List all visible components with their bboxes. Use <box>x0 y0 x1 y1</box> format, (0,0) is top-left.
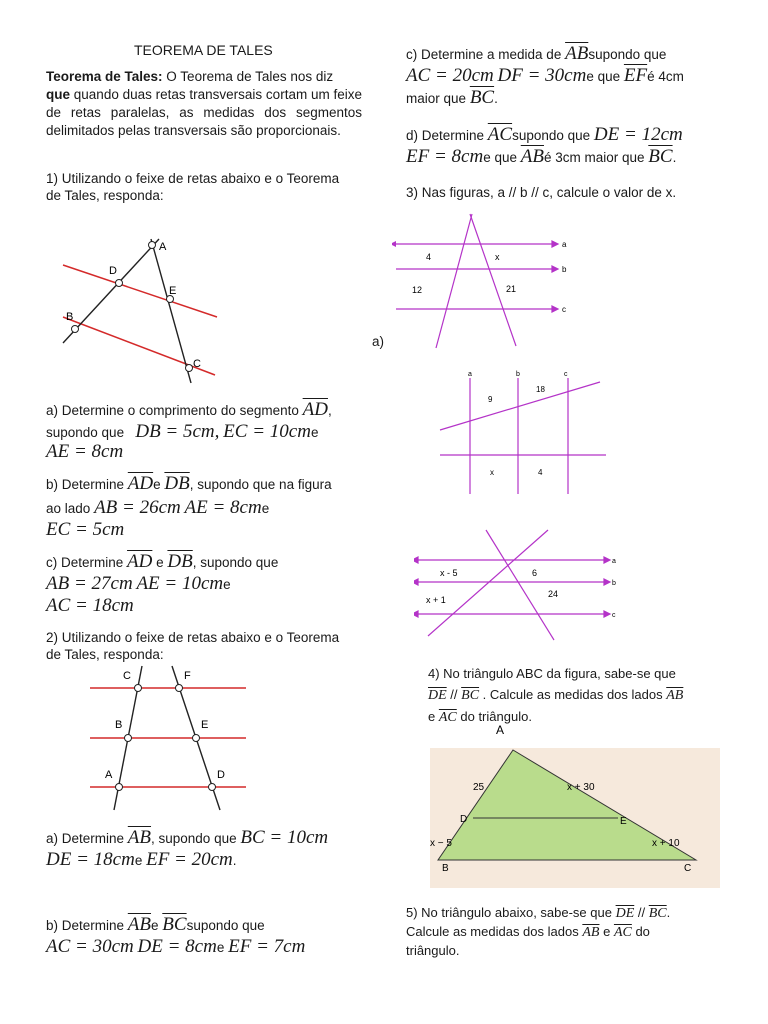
figure-3a <box>392 212 572 352</box>
transversal-right <box>151 239 191 383</box>
segment-ad: $\overline{AD}$ <box>302 399 328 420</box>
vertex-d: D <box>460 814 468 825</box>
question-2b: b) Determine $\overline{AB}e$ $\overline{BC}supondo$ que AC = 30cm DE = 8cme EF = 7cm <box>46 914 306 957</box>
value-4: 4 <box>426 252 432 262</box>
intro-bold: Teorema de Tales: <box>46 69 163 84</box>
point-c <box>186 365 193 372</box>
intro-que: que <box>46 87 71 102</box>
transversal-right <box>486 530 554 640</box>
value-6: 6 <box>532 568 538 578</box>
label-c: c <box>612 612 616 619</box>
label-d: D <box>109 265 117 277</box>
question-1: 1) Utilizando o feixe de retas abaixo e o Teorema de Tales, responda: <box>46 171 340 203</box>
value-x-plus-10: x + 10 <box>652 838 680 849</box>
question-4: 4) No triângulo ABC da figura, sabe-se que $\overline{DE} // \overline{BC}$ . Calcule as medidas dos lados $\overline{AB}$ e $\overline{AC}$ do triângulo. <box>428 666 684 725</box>
question-5: 5) No triângulo abaixo, sabe-se que $\overline{DE} // \overline{BC}$. Calcule as medidas dos lados $\overline{AB}$ e $\overline{AC}$ do triângulo. <box>406 905 671 958</box>
question-2: 2) Utilizando o feixe de retas abaixo e o Teorema de Tales, responda: <box>46 630 340 662</box>
question-1c: c) Determine $\overline{AD}$ e $\overline{DB}$, supondo que AB = 27cm AE = 10cme AC = 18cm <box>46 551 279 616</box>
value-25: 25 <box>473 782 485 793</box>
question-3-a-label: a) <box>372 334 385 349</box>
value-x: x <box>490 468 494 477</box>
value-x-minus-5: x - 5 <box>440 568 458 578</box>
transversal-right <box>470 214 516 346</box>
point-c <box>135 685 142 692</box>
value-24: 24 <box>548 589 559 599</box>
page-title: TEOREMA DE TALES <box>134 42 273 58</box>
label-c: C <box>193 358 201 370</box>
label-b: B <box>115 719 123 731</box>
vertex-a: A <box>496 723 505 737</box>
value-12: 12 <box>412 285 423 295</box>
point-e <box>193 735 200 742</box>
label-a: a <box>468 371 472 378</box>
label-b: b <box>562 265 567 274</box>
point-a <box>149 242 156 249</box>
question-3: 3) Nas figuras, a // b // c, calcule o valor de x. <box>406 185 677 200</box>
question-1b: b) Determine $\overline{AD}e$ $\overline{DB}$, supondo que na figura ao lado AB = 26cm AE = 8cme EC = 5cm <box>46 473 332 540</box>
figure-3c <box>414 526 620 644</box>
question-2c: c) Determine a medida de $\overline{AB}supondo$ que AC = 20cm DF = 30cme que $\overline{EF}é$ 4cm maior que $\overline{BC}$. <box>406 43 684 108</box>
label-b: B <box>66 311 74 323</box>
vertex-c: C <box>684 863 692 874</box>
point-a <box>116 784 123 791</box>
label-c: c <box>562 305 566 314</box>
label-a: A <box>159 241 167 253</box>
figure-4-triangle <box>430 720 720 888</box>
label-c: c <box>564 371 568 378</box>
label-a: a <box>562 240 567 249</box>
value-4: 4 <box>538 468 543 477</box>
vertex-b: B <box>442 863 449 874</box>
point-b <box>125 735 132 742</box>
question-2a: a) Determine $\overline{AB}$, supondo que BC = 10cm DE = 18cme EF = 20cm. <box>46 827 329 870</box>
value-9: 9 <box>488 395 493 404</box>
figure-3b <box>432 364 612 500</box>
value-x-minus-5: x − 5 <box>430 838 452 849</box>
value-21: 21 <box>506 284 517 294</box>
point-f <box>176 685 183 692</box>
question-2d: d) Determine $\overline{AC}supondo$ que DE = 12cm EF = 8cme que $\overline{AB}é$ 3cm maior que $\overline{BC}$. <box>406 124 683 167</box>
value-x-plus-1: x + 1 <box>426 595 446 605</box>
label-b: b <box>612 580 616 587</box>
label-e: E <box>169 285 177 297</box>
value-x-plus-30: x + 30 <box>567 782 595 793</box>
question-1a: a) Determine o comprimento do segmento $\overline{AD}$, supondo que DB = 5cm, EC = 10cme AE = 8cm <box>46 399 332 462</box>
label-c: C <box>123 670 131 682</box>
point-d <box>209 784 216 791</box>
transversal-top <box>440 382 600 430</box>
label-f: F <box>184 670 191 682</box>
label-d: D <box>217 769 225 781</box>
transversal-left <box>436 214 472 348</box>
label-a: a <box>612 558 616 565</box>
transversal-left <box>428 530 548 636</box>
label-e: E <box>201 719 209 731</box>
figure-1-transversals <box>55 225 220 385</box>
red-parallel-upper <box>63 265 217 317</box>
figure-2-transversals <box>88 664 248 814</box>
vertex-e: E <box>620 816 627 827</box>
intro-paragraph: Teorema de Tales: O Teorema de Tales nos diz que quando duas retas transversais cortam um feixe de retas paralelas, as medidas dos segmentos delimitados pelas transversais são proporcionais. <box>46 69 362 138</box>
value-x: x <box>495 252 500 262</box>
label-a: A <box>105 769 113 781</box>
label-b: b <box>516 371 520 378</box>
point-b <box>72 326 79 333</box>
point-d <box>116 280 123 287</box>
value-18: 18 <box>536 385 545 394</box>
